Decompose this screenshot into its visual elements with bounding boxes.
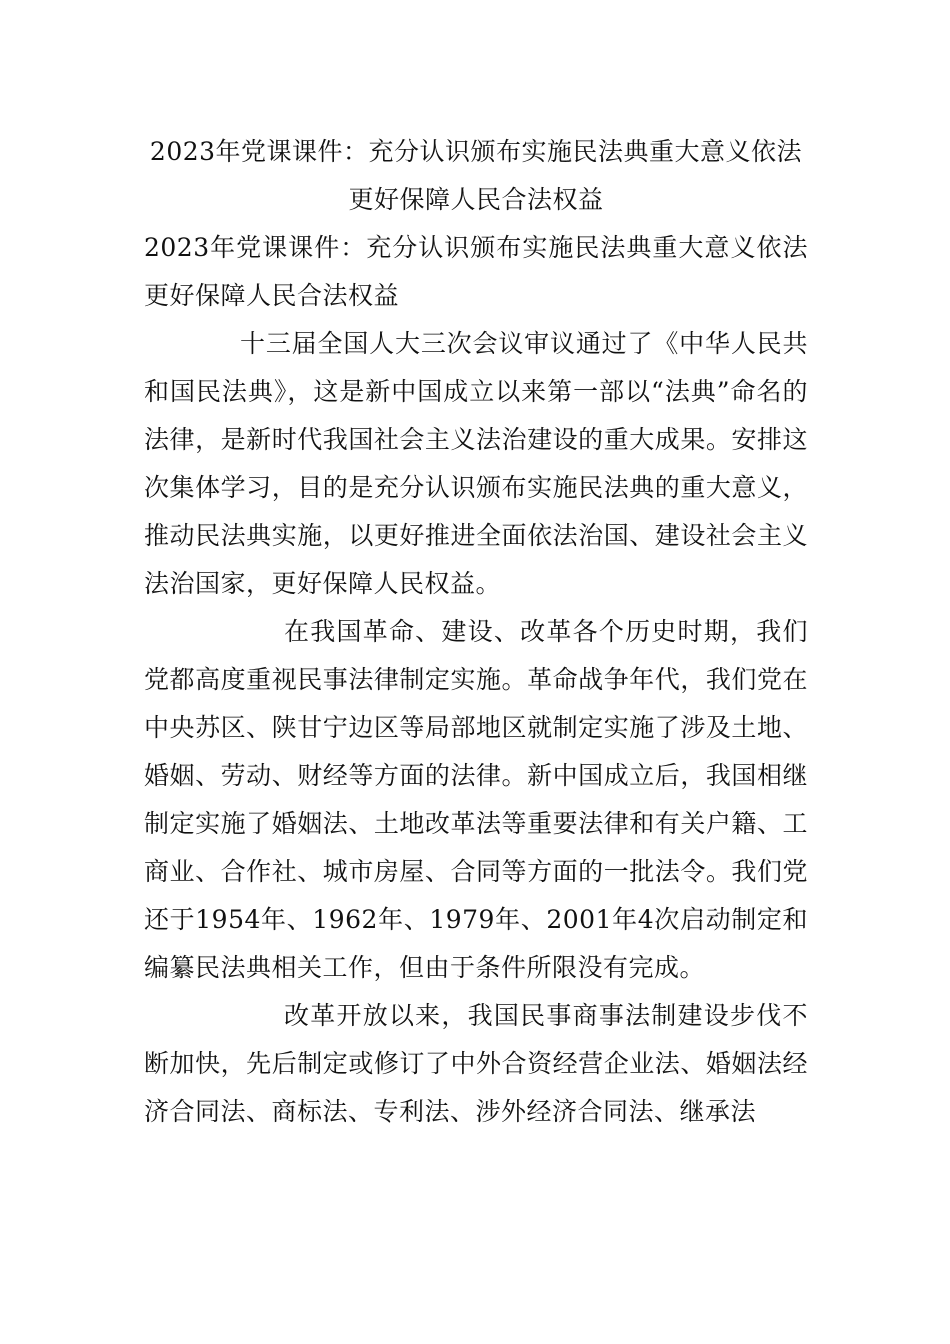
- paragraph-1: 十三届全国人大三次会议审议通过了《中华人民共和国民法典》，这是新中国成立以来第一部以“法典”命名的法律，是新时代我国社会主义法治建设的重大成果。安排这次集体学习，目的是充分认识颁布实施民法典的重大意义，推动民法典实施，以更好推进全面依法治国、建设社会主义法治国家，更好保障人民权益。: [144, 329, 808, 598]
- paragraph-3: 改革开放以来，我国民事商事法制建设步伐不断加快，先后制定或修订了中外合资经营企业法、婚姻法经济合同法、商标法、专利法、涉外经济合同法、继承法: [144, 1001, 808, 1126]
- document-body: [144, 128, 808, 1136]
- paragraph-2: 在我国革命、建设、改革各个历史时期，我们党都高度重视民事法律制定实施。革命战争年代，我们党在中央苏区、陕甘宁边区等局部地区就制定实施了涉及土地、婚姻、劳动、财经等方面的法律。新中国成立后，我国相继制定实施了婚姻法、土地改革法等重要法律和有关户籍、工商业、合作社、城市房屋、合同等方面的一批法令。我们党还于1954年、1962年、1979年、2001年4次启动制定和编纂民法典相关工作，但由于条件所限没有完成。: [144, 617, 808, 982]
- document-repeated-title: 2023年党课课件：充分认识颁布实施民法典重大意义依法更好保障人民合法权益: [144, 233, 808, 310]
- document-title: 2023年党课课件：充分认识颁布实施民法典重大意义依法更好保障人民合法权益: [149, 137, 803, 214]
